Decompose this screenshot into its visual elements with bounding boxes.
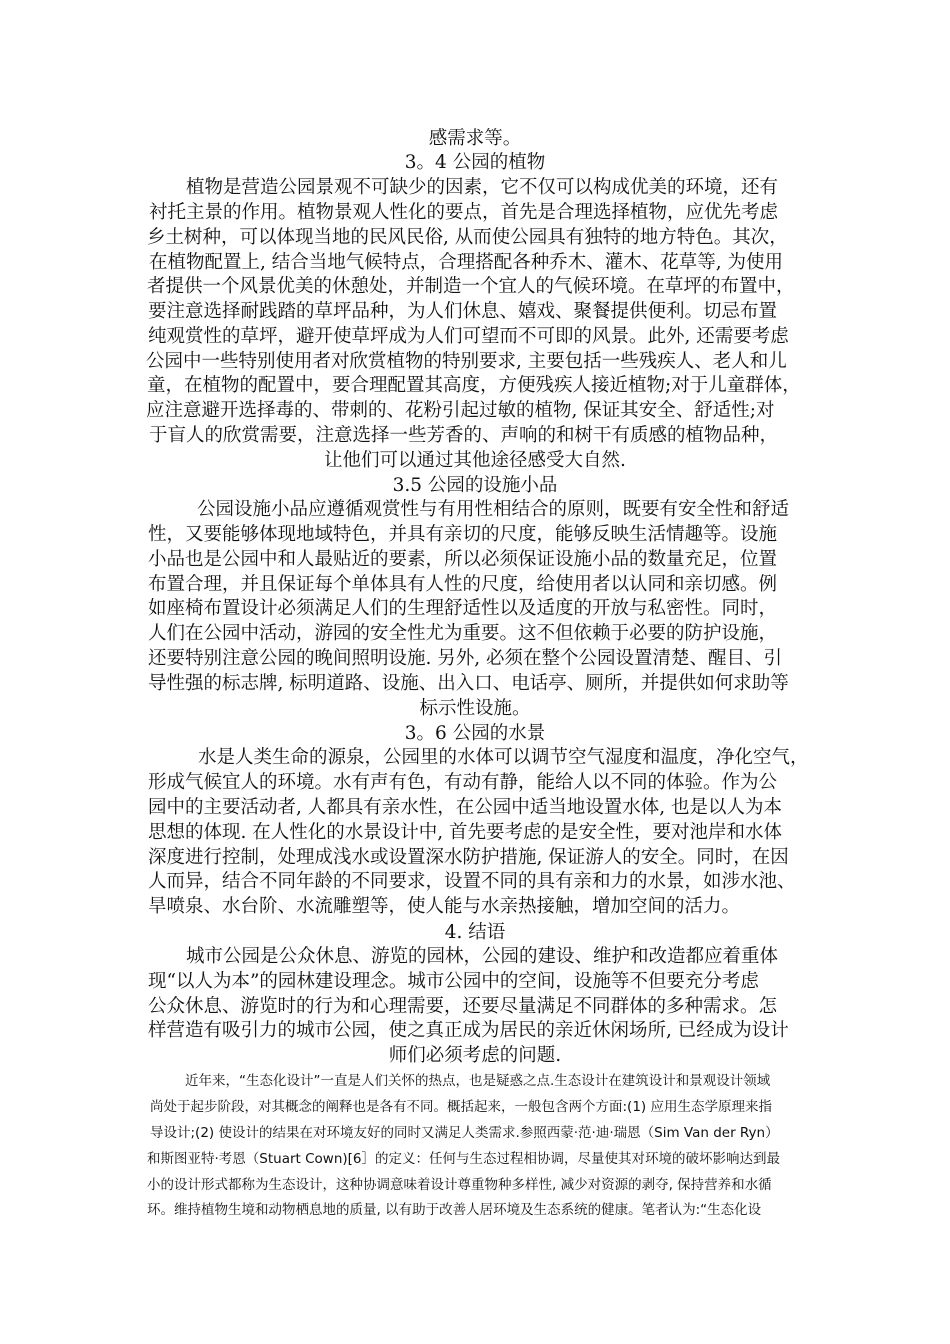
text-line: 植物是营造公园景观不可缺少的因素，它不仅可以构成优美的环境，还有 [186,177,779,198]
text-line: 纯观赏性的草坪，避开使草坪成为人们可望而不可即的风景。此外, 还需要考虑 [148,326,789,347]
section-heading-plants: 3。4 公园的植物 [404,152,546,173]
text-line: 要注意选择耐践踏的草坪品种，为人们休息、嬉戏、聚餐提供便利。切忌布置 [148,301,778,322]
footnote-line: 环。维持植物生境和动物栖息地的质量, 以有助于改善人居环境及生态系统的健康。笔者认为:“生态化设 [147,1202,762,1218]
text-line: 人而异，结合不同年龄的不同要求，设置不同的具有亲和力的水景，如涉水池、 [148,871,796,892]
text-line: 让他们可以通过其他途径感受大自然. [324,450,626,471]
text-line: 城市公园是公众休息、游览的园林，公园的建设、维护和改造都应着重体 [186,946,779,967]
text-line: 现“以人为本”的园林建设理念。城市公园中的空间，设施等不但要充分考虑 [148,971,759,992]
text-line: 还要特别注意公园的晚间照明设施. 另外, 必须在整个公园设置清楚、醒目、引 [148,648,783,669]
text-line: 思想的体现. 在人性化的水景设计中, 首先要考虑的是安全性，要对池岸和水体 [148,822,783,843]
text-line: 公园设施小品应遵循观赏性与有用性相结合的原则，既要有安全性和舒适 [197,499,790,520]
text-line: 形成气候宜人的环境。水有声有色，有动有静，能给人以不同的体验。作为公 [148,772,778,793]
text-line: 导性强的标志牌, 标明道路、设施、出入口、电话亭、厕所，并提供如何求助等 [148,673,789,694]
text-line: 公众休息、游览时的行为和心理需要，还要尽量满足不同群体的多种需求。怎 [148,996,778,1017]
text-line: 水是人类生命的源泉，公园里的水体可以调节空气湿度和温度，净化空气， [198,747,809,768]
text-line: 于盲人的欣赏需要，注意选择一些芳香的、声响的和树干有质感的植物品种， [149,425,779,446]
text-line: 性，又要能够体现地域特色，并具有亲切的尺度，能够反映生活情趣等。设施 [148,524,778,545]
text-line: 人们在公园中活动，游园的安全性尤为重要。这不但依赖于必要的防护设施， [148,623,778,644]
text-line: 布置合理，并且保证每个单体具有人性的尺度，给使用者以认同和亲切感。例 [148,574,778,595]
text-line: 师们必须考虑的问题. [388,1045,562,1066]
text-line: 如座椅布置设计必须满足人们的生理舒适性以及适度的开放与私密性。同时， [148,598,778,619]
text-line: 小品也是公园中和人最贴近的要素，所以必须保证设施小品的数量充足，位置 [148,549,778,570]
text-line: 衬托主景的作用。植物景观人性化的要点，首先是合理选择植物，应优先考虑 [149,202,779,223]
paragraph-tail: 感需求等。 [428,128,522,149]
footnote-line: 和斯图亚特·考恩（Stuart Cown)[6］的定义：任何与生态过程相协调，尽量使其对环境的破坏影响达到最 [147,1151,781,1167]
section-heading-waterscape: 3。6 公园的水景 [404,723,546,744]
text-line: 童，在植物的配置中，要合理配置其高度，方便残疾人接近植物;对于儿童群体， [147,375,801,396]
footnote-line: 尚处于起步阶段，对其概念的阐释也是各有不同。概括起来，一般包含两个方面:(1) 应用生态学原理来指 [150,1099,772,1115]
section-heading-facilities: 3.5 公园的设施小品 [392,475,558,496]
text-line: 应注意避开选择毒的、带刺的、花粉引起过敏的植物, 保证其安全、舒适性;对 [146,400,775,421]
text-line: 标示性设施。 [419,698,531,719]
text-line: 深度进行控制，处理成浅水或设置深水防护措施, 保证游人的安全。同时，在因 [148,847,789,868]
text-line: 旱喷泉、水台阶、水流雕塑等，使人能与水亲热接触，增加空间的活力。 [148,896,741,917]
text-line: 乡土树种，可以体现当地的民风民俗, 从而使公园具有独特的地方特色。其次， [147,227,788,248]
text-line: 样营造有吸引力的城市公园，使之真正成为居民的亲近休闲场所, 已经成为设计 [148,1020,789,1041]
section-heading-conclusion: 4. 结语 [444,922,506,943]
footnote-line: 小的设计形式都称为生态设计，这种协调意味着设计尊重物种多样性, 减少对资源的剥夺, 保持营养和水循 [147,1177,772,1193]
text-line: 园中的主要活动者, 人都具有亲水性，在公园中适当地设置水体, 也是以人为本 [148,797,783,818]
footnote-line: 近年来，“生态化设计”一直是人们关怀的热点，也是疑惑之点.生态设计在建筑设计和景观设计领域 [185,1073,771,1089]
text-line: 在植物配置上, 结合当地气候特点，合理搭配各种乔木、灌木、花草等, 为使用 [149,252,784,273]
text-line: 公园中一些特别使用者对欣赏植物的特别要求, 主要包括一些残疾人、老人和儿 [146,351,787,372]
text-line: 者提供一个风景优美的休憩处，并制造一个宜人的气候环境。在草坪的布置中， [147,276,795,297]
footnote-line: 导设计;(2) 使设计的结果在对环境友好的同时又满足人类需求.参照西蒙·范·迪·瑞恩（Sim Van der Ryn） [150,1125,779,1141]
